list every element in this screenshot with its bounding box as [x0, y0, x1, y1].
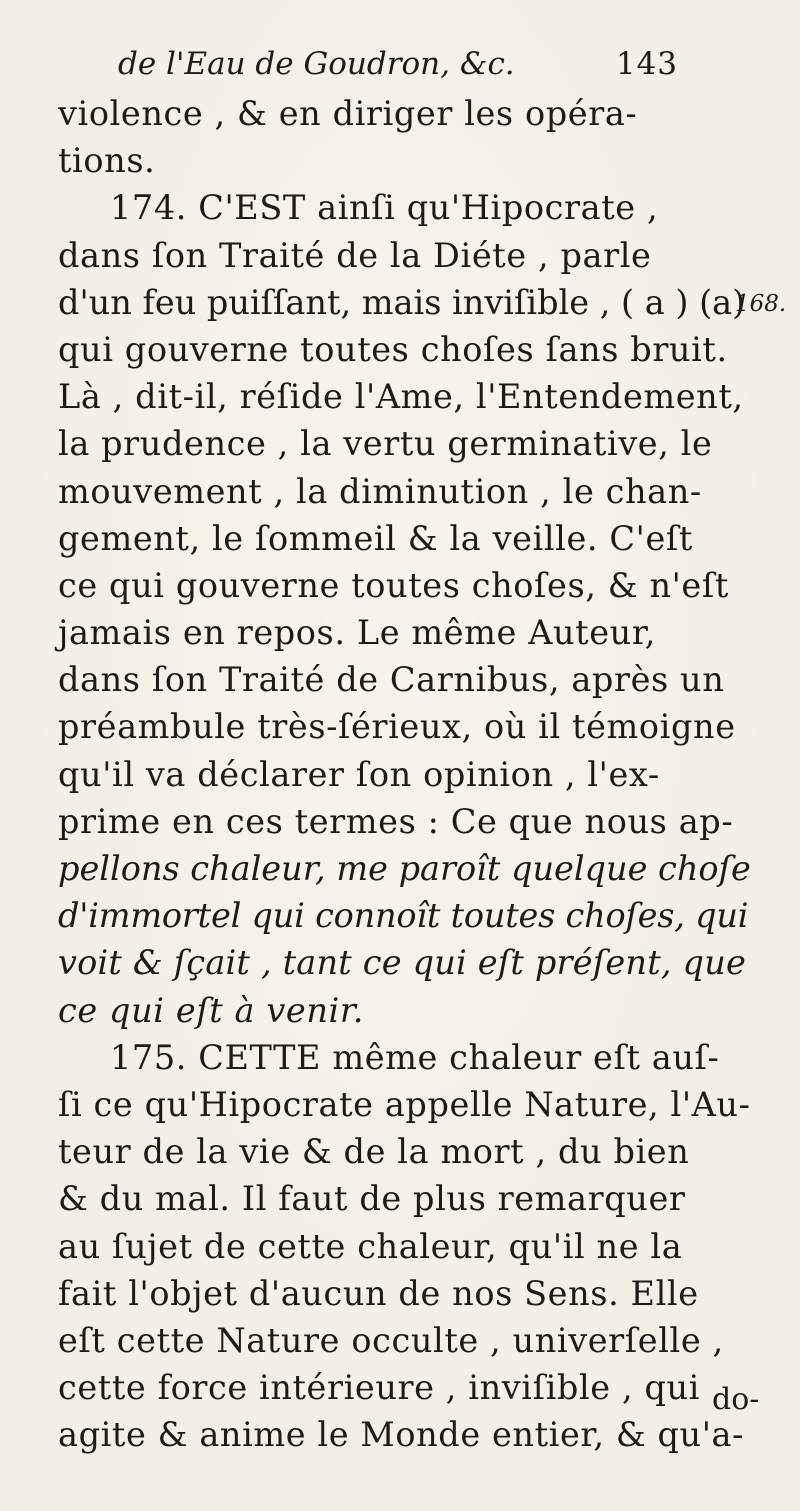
text-line: prime en ces termes : Ce que nous ap-: [58, 801, 734, 841]
text-line: qu'il va déclarer ſon opinion , l'ex-: [58, 754, 660, 794]
text-line: ce qui eſt à venir.: [58, 990, 364, 1030]
text-line: préambule très-ſérieux, où il témoigne: [58, 707, 736, 747]
page-number: 143: [615, 46, 678, 82]
text-line: d'un feu puiſſant, mais inviſible , ( a ) (a): [58, 282, 746, 322]
text-line: & du mal. Il faut de plus remarquer: [58, 1179, 686, 1219]
text-line: mouvement , la diminution , le chan-: [58, 471, 702, 511]
running-title: de l'Eau de Goudron, &c.: [118, 46, 515, 82]
text-line: violence , & en diriger les opéra-: [58, 94, 638, 133]
text-line: jamais en repos. Le même Auteur,: [58, 613, 657, 653]
text-line: qui gouverne toutes choſes ſans bruit.: [58, 329, 728, 369]
text-line: eſt cette Nature occulte , univerſelle ,: [58, 1320, 724, 1360]
catchword: do-: [712, 1382, 760, 1417]
text-line: voit & ſçait , tant ce qui eſt préſent, que: [58, 943, 747, 983]
text-line: cette force intérieure , inviſible , qui: [58, 1368, 700, 1408]
text-line: Là , dit-il, réſide l'Ame, l'Entendement,: [58, 377, 744, 417]
text-line: fait l'objet d'aucun de nos Sens. Elle: [58, 1273, 699, 1313]
text-line: teur de la vie & de la mort , du bien: [58, 1132, 690, 1172]
margin-note: 168.: [735, 291, 787, 317]
text-line: dans ſon Traité de Carnibus, après un: [58, 660, 725, 700]
text-line: agite & anime le Monde entier, & qu'a-: [58, 1415, 745, 1455]
text-line: au ſujet de cette chaleur, qu'il ne la: [58, 1226, 683, 1266]
text-line: 174. C'EST ainſi qu'Hipocrate ,: [110, 188, 659, 228]
text-line: gement, le ſommeil & la veille. C'eſt: [58, 518, 693, 558]
text-line: pellons chaleur, me paroît quelque choſe: [58, 849, 751, 888]
page-header: [118, 42, 678, 86]
text-line: ce qui gouverne toutes choſes, & n'eſt: [58, 565, 729, 605]
text-line: d'immortel qui connoît toutes choſes, qui: [58, 896, 749, 936]
text-line: ſi ce qu'Hipocrate appelle Nature, l'Au-: [58, 1084, 751, 1124]
text-line: tions.: [58, 141, 156, 181]
text-line: dans ſon Traité de la Diéte , parle: [58, 235, 652, 275]
body-text: [58, 90, 753, 1458]
text-line: la prudence , la vertu germinative, le: [58, 424, 713, 464]
text-line: 175. CETTE même chaleur eſt auſ-: [110, 1037, 720, 1077]
